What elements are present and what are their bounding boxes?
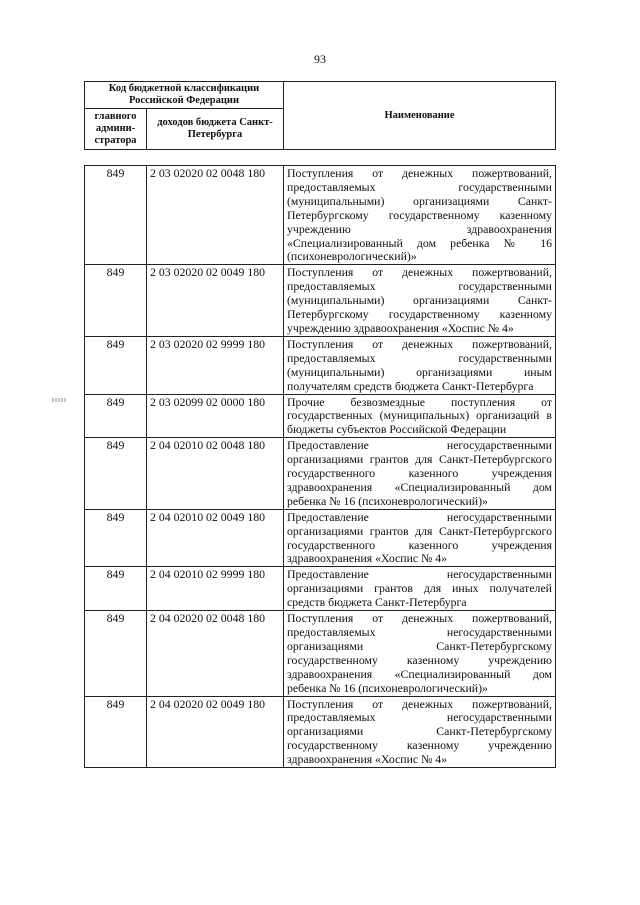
admin-code-cell: 849 xyxy=(85,394,147,438)
revenue-code-cell: 2 03 02020 02 0048 180 xyxy=(147,166,284,265)
revenue-table xyxy=(84,165,556,768)
header-group-title: Код бюджетной классификации Российской Федерации xyxy=(85,82,284,109)
revenue-code-cell: 2 04 02020 02 0048 180 xyxy=(147,611,284,696)
table-header xyxy=(84,81,556,150)
scan-mark xyxy=(52,398,66,402)
admin-code-cell: 849 xyxy=(85,696,147,768)
header-revenue: доходов бюджета Санкт-Петербурга xyxy=(147,109,284,150)
table-row xyxy=(85,611,556,696)
admin-code-cell: 849 xyxy=(85,509,147,567)
admin-code-cell: 849 xyxy=(85,611,147,696)
table-row xyxy=(85,567,556,611)
revenue-code-cell: 2 04 02010 02 0049 180 xyxy=(147,509,284,567)
name-cell: Предоставление негосударственными организациями грантов для Санкт-Петербургского государственного казенного учреждения здравоохранения «Специализированный дом ребенка № 16 (психоневрологический)» xyxy=(284,438,556,510)
name-cell: Поступления от денежных пожертвований, предоставляемых негосударственными организациями Санкт-Петербургскому государственному казенному учреждению здравоохранения «Хоспис № 4» xyxy=(284,696,556,768)
table-row xyxy=(85,696,556,768)
name-cell: Предоставление негосударственными организациями грантов для иных получателей средств бюджета Санкт-Петербурга xyxy=(284,567,556,611)
table-row xyxy=(85,438,556,510)
table-row xyxy=(85,265,556,337)
revenue-code-cell: 2 04 02010 02 0048 180 xyxy=(147,438,284,510)
name-cell: Предоставление негосударственными организациями грантов для Санкт-Петербургского государственного казенного учреждения здравоохранения «Хоспис № 4» xyxy=(284,509,556,567)
table-row xyxy=(85,509,556,567)
admin-code-cell: 849 xyxy=(85,166,147,265)
admin-code-cell: 849 xyxy=(85,336,147,394)
name-cell: Поступления от денежных пожертвований, предоставляемых государственными (муниципальными) организациями Санкт-Петербургскому государственному казенному учреждению здравоохранения «Специализированный дом ребенка № 16 (психоневрологический)» xyxy=(284,166,556,265)
revenue-code-cell: 2 04 02010 02 9999 180 xyxy=(147,567,284,611)
revenue-code-cell: 2 03 02099 02 0000 180 xyxy=(147,394,284,438)
name-cell: Прочие безвозмездные поступления от государственных (муниципальных) организаций в бюджеты субъектов Российской Федерации xyxy=(284,394,556,438)
name-cell: Поступления от денежных пожертвований, предоставляемых государственными (муниципальными) организациями Санкт-Петербургскому государственному казенному учреждению здравоохранения «Хоспис № 4» xyxy=(284,265,556,337)
name-cell: Поступления от денежных пожертвований, предоставляемых государственными (муниципальными) организациями иным получателям средств бюджета Санкт-Петербурга xyxy=(284,336,556,394)
header-admin: главного админи-стратора xyxy=(85,109,147,150)
name-cell: Поступления от денежных пожертвований, предоставляемых негосударственными организациями Санкт-Петербургскому государственному казенному учреждению здравоохранения «Специализированный дом ребенка № 16 (психоневрологический)» xyxy=(284,611,556,696)
revenue-code-cell: 2 04 02020 02 0049 180 xyxy=(147,696,284,768)
revenue-code-cell: 2 03 02020 02 9999 180 xyxy=(147,336,284,394)
page-number: 93 xyxy=(314,52,326,66)
admin-code-cell: 849 xyxy=(85,567,147,611)
admin-code-cell: 849 xyxy=(85,438,147,510)
revenue-code-cell: 2 03 02020 02 0049 180 xyxy=(147,265,284,337)
table-row xyxy=(85,166,556,265)
table-row xyxy=(85,336,556,394)
admin-code-cell: 849 xyxy=(85,265,147,337)
header-name: Наименование xyxy=(284,82,556,150)
table-row xyxy=(85,394,556,438)
